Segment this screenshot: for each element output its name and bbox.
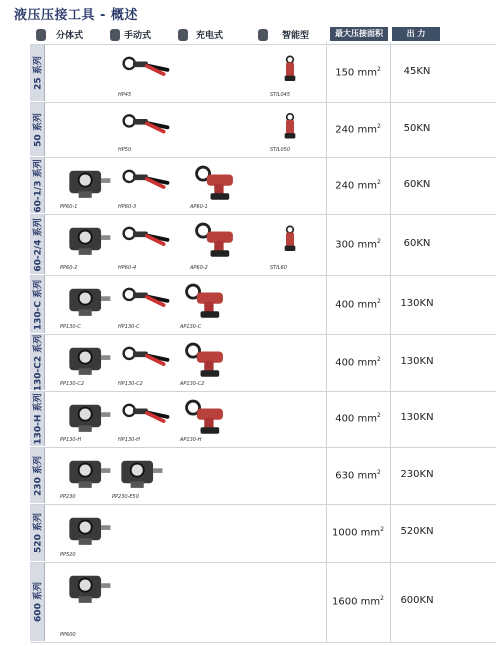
tool-model-label: PP130-C2 (60, 381, 85, 387)
tool-model-label: HP130-H (118, 437, 140, 443)
series-label-text: 520 系列 (33, 513, 44, 553)
row-divider (30, 102, 496, 103)
max-crimp-value: 630 $mm^2$ (335, 468, 381, 481)
force-value: 60KN (403, 178, 431, 190)
pp60-1-tool-image (60, 161, 116, 207)
pp130-c-tool-image (60, 279, 116, 325)
series-label-text: 230 系列 (33, 455, 44, 496)
series-label (30, 276, 45, 333)
tool-model-label: PP130-H (60, 437, 82, 443)
tool-model-label: PP60-1 (60, 204, 78, 210)
tool-model-label: AP130-C (180, 324, 202, 330)
header-smart-pill (258, 29, 268, 41)
max-crimp-value: 400 $mm^2$ (335, 412, 381, 425)
stil60-tool-image (270, 218, 310, 264)
tool-model-label: PP60-2 (60, 265, 78, 271)
tool-model-label: PP230-E50 (112, 494, 139, 500)
force-value: 60KN (403, 237, 431, 249)
header-max-crimp: 最大压接面积 (330, 27, 388, 41)
series-label-text: 60-1/3 系列 (33, 158, 44, 213)
superscript-two: 2 (380, 526, 384, 533)
tool-model-label: AP60-1 (190, 204, 208, 210)
force-value: 130KN (400, 355, 434, 367)
superscript-two: 2 (376, 66, 381, 73)
series-label (30, 563, 45, 641)
tool-model-label: AP130-C2 (180, 381, 205, 387)
header-manual-pill (110, 29, 120, 41)
tool-model-label: HP45 (118, 92, 132, 98)
max-crimp-value: 240 $mm^2$ (335, 178, 381, 191)
tool-model-label: HP130-C (118, 324, 140, 330)
tool-model-label: HP60-3 (118, 204, 137, 210)
page-title: 液压压接工具 - 概述 (14, 8, 138, 23)
pp230-e50-tool-image (112, 451, 168, 497)
ap60-2-tool-image (190, 218, 246, 264)
series-label (30, 335, 45, 390)
force-value: 50KN (403, 122, 431, 134)
superscript-two: 2 (376, 178, 381, 186)
hp50-tool-image (118, 106, 174, 151)
force-value: 600KN (400, 595, 434, 606)
ap130-c-tool-image (180, 279, 236, 325)
hp60-3-tool-image (118, 161, 174, 207)
row-divider (30, 214, 496, 215)
series-label (30, 448, 45, 503)
row-divider (30, 562, 496, 563)
tool-model-label: HP50 (118, 147, 132, 153)
series-label-text: 60-2/4 系列 (33, 217, 44, 272)
tool-model-label: STIL045 (270, 92, 291, 98)
series-label-text: 130-C2 系列 (33, 334, 44, 391)
header-smart: 智能型 (282, 31, 310, 41)
series-label-text: 130-H 系列 (33, 393, 44, 445)
row-divider (30, 44, 496, 45)
column-divider (326, 42, 327, 642)
max-crimp-value: 300 $mm^2$ (335, 237, 381, 250)
header-charging-pill (178, 29, 188, 41)
tool-model-label: PP600 (60, 632, 76, 638)
tool-model-label: PP520 (60, 552, 76, 558)
series-label (30, 215, 45, 274)
pp130-c2-tool-image (60, 338, 116, 384)
row-divider (30, 447, 496, 448)
header-split-pill (36, 29, 46, 41)
series-label (30, 158, 45, 213)
series-label-text: 25 系列 (33, 56, 44, 90)
series-label-text: 600 系列 (33, 582, 44, 622)
series-label-text: 130-C 系列 (33, 279, 44, 330)
superscript-two: 2 (376, 297, 381, 305)
force-value: 230KN (400, 468, 434, 480)
hp130-h-tool-image (118, 395, 174, 441)
series-label-text: 50 系列 (33, 112, 44, 147)
pp130-h-tool-image (60, 395, 116, 441)
header-manual: 手动式 (124, 31, 152, 41)
tool-model-label: HP60-4 (118, 265, 137, 271)
series-label (30, 392, 45, 446)
pp60-2-tool-image (60, 218, 116, 264)
superscript-two: 2 (376, 468, 381, 476)
column-divider (390, 42, 391, 642)
tool-model-label: STIL050 (270, 147, 291, 153)
row-divider (30, 275, 496, 276)
max-crimp-value: 400 $mm^2$ (335, 355, 381, 368)
tool-model-label: AP130-H (180, 437, 202, 443)
superscript-two: 2 (380, 595, 384, 602)
max-crimp-value: 150 $mm^2$ (335, 66, 381, 79)
hp130-c2-tool-image (118, 338, 174, 384)
row-divider (30, 391, 496, 392)
row-divider (30, 157, 496, 158)
superscript-two: 2 (376, 412, 381, 419)
ap60-1-tool-image (190, 161, 246, 207)
tool-model-label: STIL60 (270, 265, 287, 271)
force-value: 130KN (400, 412, 434, 423)
series-label (30, 505, 45, 561)
header-split: 分体式 (56, 31, 84, 41)
pp230-tool-image (60, 451, 116, 497)
stil050-tool-image (270, 106, 310, 151)
header-charging: 充电式 (196, 31, 224, 41)
force-value: 520KN (400, 526, 434, 537)
pp520-tool-image (60, 508, 116, 554)
series-label (30, 45, 45, 101)
ap130-c2-tool-image (180, 338, 236, 384)
hp130-c-tool-image (118, 279, 174, 325)
max-crimp-value: 1000 $mm^2$ (332, 526, 384, 539)
max-crimp-value: 400 $mm^2$ (335, 297, 381, 310)
ap130-h-tool-image (180, 395, 236, 441)
row-divider (30, 504, 496, 505)
superscript-two: 2 (376, 237, 381, 245)
hp60-4-tool-image (118, 218, 174, 264)
max-crimp-value: 1600 $mm^2$ (332, 595, 384, 608)
row-divider (30, 334, 496, 335)
force-value: 45KN (403, 66, 431, 77)
tool-model-label: PP130-C (60, 324, 81, 330)
row-divider (30, 642, 496, 643)
pp600-tool-image (60, 566, 116, 612)
superscript-two: 2 (376, 355, 381, 363)
tool-model-label: AP60-2 (190, 265, 208, 271)
max-crimp-value: 240 $mm^2$ (335, 122, 381, 135)
tool-model-label: HP130-C2 (118, 381, 143, 387)
superscript-two: 2 (376, 122, 381, 130)
stil045-tool-image (270, 48, 310, 94)
series-label (30, 103, 45, 156)
header-force: 出 力 (392, 27, 440, 41)
hp45-tool-image (118, 48, 174, 94)
force-value: 130KN (400, 297, 434, 309)
tool-model-label: PP230 (60, 494, 76, 500)
